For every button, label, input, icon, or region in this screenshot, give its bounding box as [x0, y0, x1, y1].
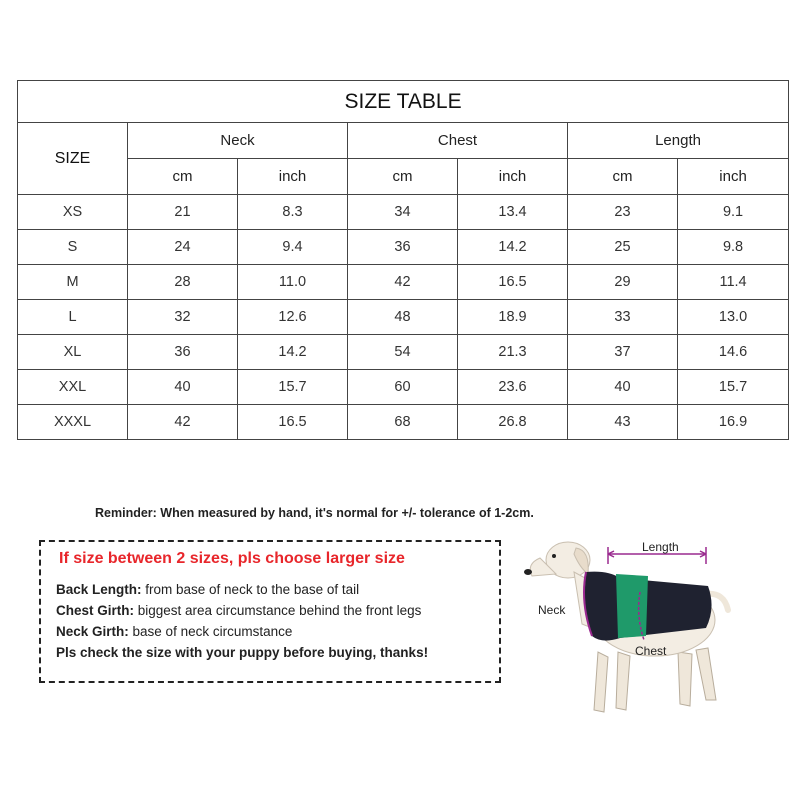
table-cell: 14.2: [458, 230, 568, 265]
back-length-tip: [56, 582, 359, 597]
table-cell: 34: [348, 195, 458, 230]
title-row: [18, 81, 789, 123]
unit-header: inch: [678, 159, 789, 195]
size-cell: S: [18, 230, 128, 265]
table-row: [18, 370, 789, 405]
table-cell: 8.3: [238, 195, 348, 230]
table-cell: 42: [348, 265, 458, 300]
table-cell: 9.1: [678, 195, 789, 230]
table-cell: 13.0: [678, 300, 789, 335]
table-cell: 18.9: [458, 300, 568, 335]
table-cell: 68: [348, 405, 458, 440]
size-table: [17, 80, 789, 440]
back-length-text: from base of neck to the base of tail: [141, 582, 360, 597]
table-cell: 14.6: [678, 335, 789, 370]
table-cell: 12.6: [238, 300, 348, 335]
table-cell: 15.7: [238, 370, 348, 405]
sizing-tips-box: [39, 540, 501, 683]
table-cell: 23.6: [458, 370, 568, 405]
table-row: [18, 230, 789, 265]
unit-header: cm: [128, 159, 238, 195]
table-cell: 60: [348, 370, 458, 405]
table-cell: 37: [568, 335, 678, 370]
length-label: Length: [642, 540, 679, 554]
table-title: SIZE TABLE: [18, 81, 789, 123]
size-cell: M: [18, 265, 128, 300]
table-cell: 28: [128, 265, 238, 300]
table-cell: 40: [568, 370, 678, 405]
size-cell: L: [18, 300, 128, 335]
table-cell: 14.2: [238, 335, 348, 370]
table-cell: 40: [128, 370, 238, 405]
table-cell: 43: [568, 405, 678, 440]
table-row: [18, 300, 789, 335]
check-size-note: Pls check the size with your puppy before buying, thanks!: [56, 645, 429, 660]
neck-girth-tip: [56, 624, 292, 639]
table-cell: 36: [128, 335, 238, 370]
unit-header: inch: [238, 159, 348, 195]
table-cell: 15.7: [678, 370, 789, 405]
table-row: [18, 405, 789, 440]
table-cell: 23: [568, 195, 678, 230]
size-column-header: SIZE: [18, 123, 128, 195]
chest-group-header: Chest: [348, 123, 568, 159]
table-cell: 16.5: [238, 405, 348, 440]
table-cell: 13.4: [458, 195, 568, 230]
length-group-header: Length: [568, 123, 789, 159]
neck-group-header: Neck: [128, 123, 348, 159]
table-cell: 32: [128, 300, 238, 335]
neck-label: Neck: [538, 603, 566, 617]
table-row: [18, 265, 789, 300]
neck-girth-text: base of neck circumstance: [128, 624, 293, 639]
table-cell: 29: [568, 265, 678, 300]
table-cell: 21: [128, 195, 238, 230]
table-row: [18, 195, 789, 230]
size-cell: XL: [18, 335, 128, 370]
dog-measurement-diagram: [510, 532, 740, 727]
size-cell: XXXL: [18, 405, 128, 440]
table-cell: 16.9: [678, 405, 789, 440]
dog-illustration: [510, 532, 740, 727]
size-cell: XXL: [18, 370, 128, 405]
size-cell: XS: [18, 195, 128, 230]
table-cell: 48: [348, 300, 458, 335]
table-cell: 11.4: [678, 265, 789, 300]
unit-header: cm: [568, 159, 678, 195]
table-row: [18, 335, 789, 370]
table-cell: 26.8: [458, 405, 568, 440]
tolerance-reminder: Reminder: When measured by hand, it's normal for +/- tolerance of 1-2cm.: [95, 506, 534, 520]
table-cell: 16.5: [458, 265, 568, 300]
table-cell: 54: [348, 335, 458, 370]
chest-girth-text: biggest area circumstance behind the front legs: [134, 603, 422, 618]
chest-girth-label: Chest Girth:: [56, 603, 135, 618]
unit-header: cm: [348, 159, 458, 195]
unit-header-row: [18, 159, 789, 195]
table-cell: 11.0: [238, 265, 348, 300]
table-cell: 24: [128, 230, 238, 265]
chest-girth-tip: [56, 603, 421, 618]
unit-header: inch: [458, 159, 568, 195]
table-cell: 25: [568, 230, 678, 265]
group-header-row: [18, 123, 789, 159]
neck-girth-label: Neck Girth:: [56, 624, 129, 639]
table-cell: 42: [128, 405, 238, 440]
table-cell: 9.8: [678, 230, 789, 265]
choose-larger-size-note: If size between 2 sizes, pls choose larger size: [59, 550, 405, 567]
back-length-label: Back Length:: [56, 582, 142, 597]
chest-label: Chest: [635, 644, 667, 658]
table-cell: 33: [568, 300, 678, 335]
table-cell: 36: [348, 230, 458, 265]
table-cell: 21.3: [458, 335, 568, 370]
table-cell: 9.4: [238, 230, 348, 265]
